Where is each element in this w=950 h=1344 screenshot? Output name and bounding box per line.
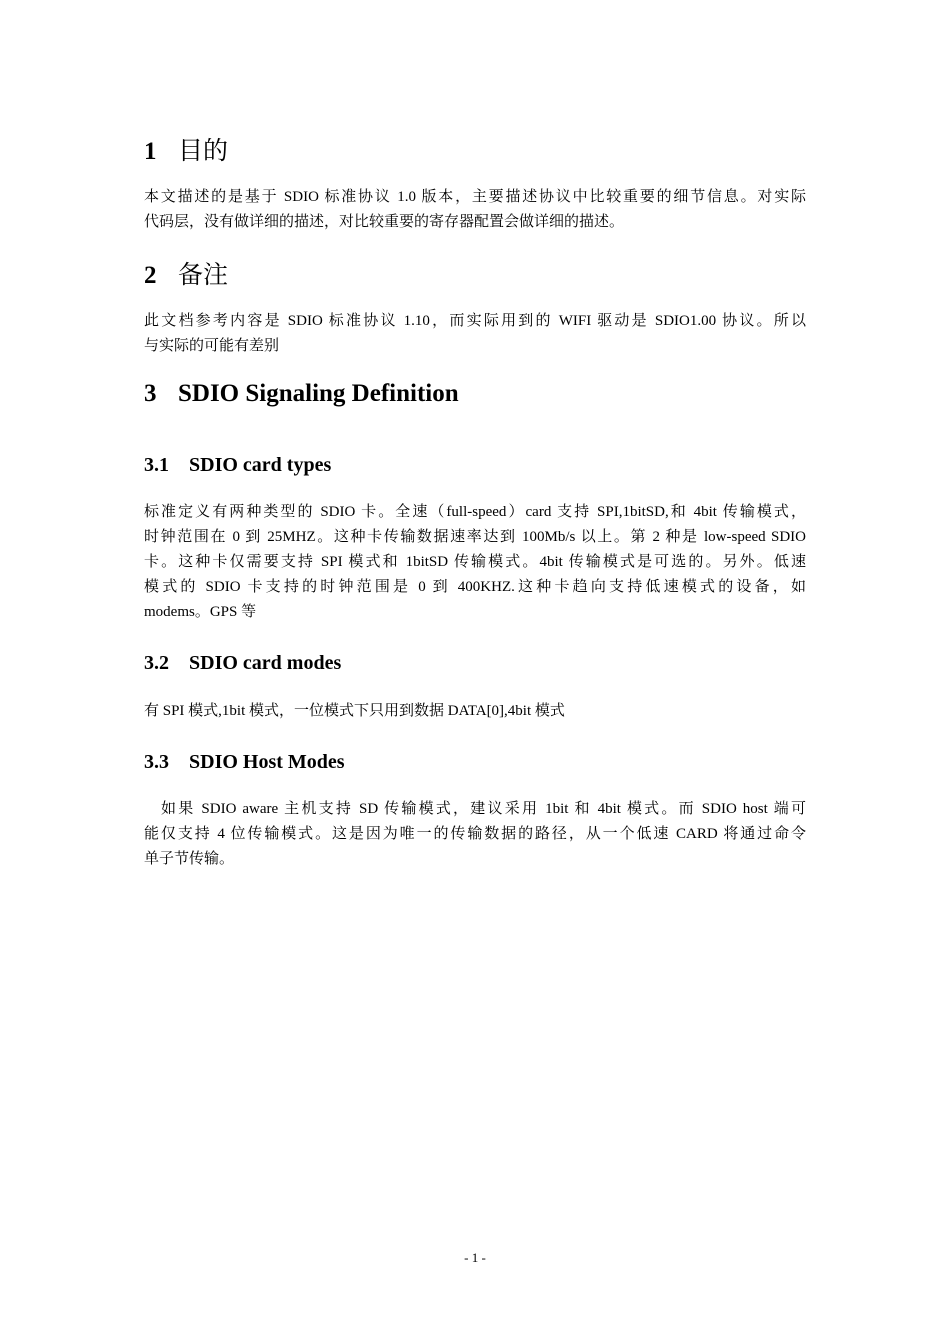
- page-number: - 1 -: [464, 1250, 486, 1265]
- paragraph-line: 模式的 SDIO 卡支持的时钟范围是 0 到 400KHZ.这种卡趋向支持低速模式的设备，如: [144, 579, 806, 595]
- subsection-title: SDIO Host Modes: [189, 751, 345, 773]
- section-2-paragraph: [144, 309, 806, 359]
- subsection-number: 3.2: [144, 652, 169, 674]
- section-number: 1: [144, 138, 157, 165]
- paragraph-line: 本文描述的是基于 SDIO 标准协议 1.0 版本，主要描述协议中比较重要的细节信息。对实际: [144, 189, 806, 205]
- subsection-title: SDIO card modes: [189, 652, 342, 674]
- paragraph-line: 时钟范围在 0 到 25MHZ。这种卡传输数据速率达到 100Mb/s 以上。第 2 种是 low-speed SDIO: [144, 529, 806, 545]
- paragraph-line: 卡。这种卡仅需要支持 SPI 模式和 1bitSD 传输模式。4bit 传输模式是可选的。另外。低速: [144, 554, 806, 570]
- subsection-heading-3-1: [144, 454, 331, 477]
- section-number: 2: [144, 262, 157, 289]
- paragraph-line: 单子节传输。: [144, 851, 235, 867]
- section-heading-2: [144, 255, 228, 291]
- section-1-paragraph: [144, 185, 806, 235]
- section-title: 备注: [178, 262, 229, 289]
- paragraph-line: 有 SPI 模式,1bit 模式，一位模式下只用到数据 DATA[0],4bit 模式: [144, 703, 565, 719]
- paragraph-line: modems。GPS 等: [144, 604, 257, 620]
- subsection-number: 3.3: [144, 751, 169, 773]
- subsection-3-2-paragraph: [144, 699, 806, 724]
- section-number: 3: [144, 380, 157, 407]
- section-title: SDIO Signaling Definition: [178, 380, 459, 407]
- subsection-heading-3-2: [144, 652, 341, 675]
- subsection-number: 3.1: [144, 454, 169, 476]
- paragraph-line: 此文档参考内容是 SDIO 标准协议 1.10，而实际用到的 WIFI 驱动是 SDIO1.00 协议。所以: [144, 313, 806, 329]
- subsection-3-3-paragraph: [144, 797, 806, 872]
- paragraph-line: 标准定义有两种类型的 SDIO 卡。全速（full-speed）card 支持 SPI,1bitSD,和 4bit 传输模式，: [144, 504, 806, 520]
- subsection-heading-3-3: [144, 751, 345, 774]
- section-heading-1: [144, 131, 228, 167]
- paragraph-line: 如果 SDIO aware 主机支持 SD 传输模式，建议采用 1bit 和 4bit 模式。而 SDIO host 端可: [161, 801, 806, 817]
- section-title: 目的: [178, 138, 229, 165]
- paragraph-line: 代码层，没有做详细的描述，对比较重要的寄存器配置会做详细的描述。: [144, 214, 625, 230]
- paragraph-line: 能仅支持 4 位传输模式。这是因为唯一的传输数据的路径，从一个低速 CARD 将通过命令: [144, 826, 806, 842]
- paragraph-line: 与实际的可能有差别: [144, 338, 280, 354]
- section-heading-3: [144, 380, 459, 408]
- subsection-3-1-paragraph: [144, 500, 806, 625]
- subsection-title: SDIO card types: [189, 454, 332, 476]
